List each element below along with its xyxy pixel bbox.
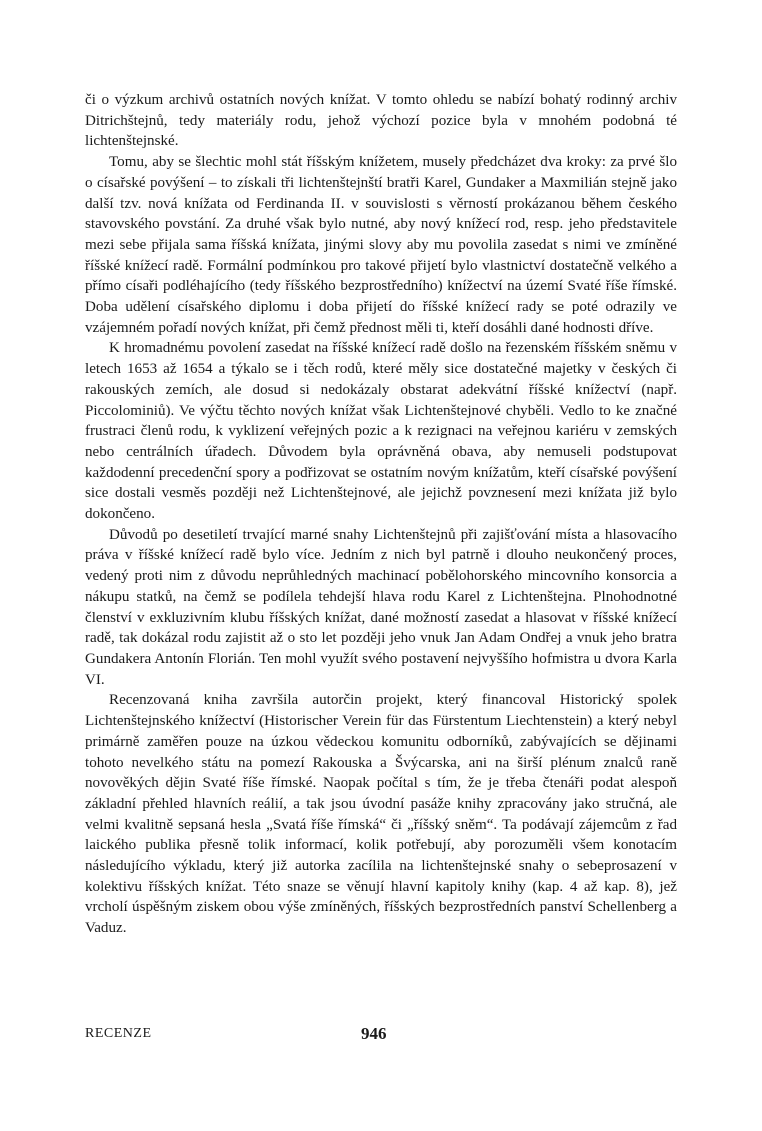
paragraph-1: či o výzkum archivů ostatních nových knížat. V tomto ohledu se nabízí bohatý rodinný archiv Ditrichštejnů, tedy materiály rodu, jehož výchozí pozice byla v mnohém podobná té lichtenštejnské. <box>85 92 677 150</box>
paragraph-2: Tomu, aby se šlechtic mohl stát říšským knížetem, musely předcházet dva kroky: za prvé šlo o císařské povýšení – to získali tři lichtenštejnští bratři Karel, Gundaker a Maxmilián stejně jako další tzv. nová knížata od Ferdinanda II. v souvislosti s věrností prokázanou během českého stavovského povstání. Za druhé však bylo nutné, aby nový knížecí rod, resp. jeho představitele mezi sebe přijala sama říšská knížata, jinými slovy aby mu povolila zasedat s nimi ve zmíněné říšské knížecí radě. Formální podmínkou pro takové přijetí bylo vlastnictví dostatečně velkého a přímo císaři podléhajícího (tedy říšského bezprostředního) knížectví na území Svaté říše římské. Doba udělení císařského diplomu i doba přijetí do říšské knížecí rady se poté odrazily ve vzájemném pořadí nových knížat, při čemž přednost měli ti, kteří dosáhli dané hodnosti dříve. <box>85 154 677 336</box>
section-label: RECENZE <box>85 1026 152 1041</box>
body-text <box>85 90 677 939</box>
page-number: 946 <box>361 1024 387 1043</box>
paragraph-5: Recenzovaná kniha završila autorčin projekt, který financoval Historický spolek Lichtenštejnského knížectví (Historischer Verein für das Fürstentum Liechtenstein) a který nebyl primárně zaměřen pouze na úzkou vědeckou komunitu odborníků, zabývajících se dějinami tohoto nevelkého státu na pomezí Rakouska a Švýcarska, ani na širší plénum znalců raně novověkých dějin Svaté říše římské. Naopak počítal s tím, že je třeba čtenáři podat alespoň základní přehled hlavních reálií, a tak jsou úvodní pasáže knihy zpracovány jako stručná, ale velmi kvalitně sepsaná hesla „Svatá říše římská“ či „říšský sněm“. Ta podávají zájemcům z řad laického publika přesně tolik informací, kolik potřebují, aby porozuměli všem konotacím následujícího výkladu, který již autorka zacílila na lichtenštejnské snahy o sebeprosazení v kolektivu říšských knížat. Této snaze se věnují hlavní kapitoly knihy (kap. 4 až kap. 8), jež vrcholí úspěšným ziskem obou výše zmíněných, říšských bezprostředních panství Schellenberg a Vaduz. <box>85 692 677 937</box>
paragraph-4: Důvodů po desetiletí trvající marné snahy Lichtenštejnů při zajišťování místa a hlasovacího práva v říšské knížecí radě bylo více. Jedním z nich byl patrně i dlouho neukončený proces, vedený proti nim z důvodu neprůhledných machinací pobělohorského mincovního konsorcia a nákupu statků, na čemž se podílela tehdejší hlava rodu Karel z Lichtenštejna. Plnohodnotné členství v exkluzivním klubu říšských knížat, dané možností zasedat a hlasovat v říšské knížecí radě, tak dokázal rodu zajistit až o sto let později jeho vnuk Jan Adam Ondřej a vnuk jeho bratra Gundakera Antonín Florián. Ten mohl využít svého postavení nejvyššího hofmistra u dvora Karla VI. <box>85 526 677 688</box>
paragraph-3: K hromadnému povolení zasedat na říšské knížecí radě došlo na řezenském říšském sněmu v letech 1653 až 1654 a týkalo se i těch rodů, které měly sice dostatečné majetky v českých či rakouských zemích, ale dosud si nedokázaly obstarat adekvátní říšské knížectví (např. Piccolominiů). Ve výčtu těchto nových knížat však Lichtenštejnové chyběli. Vedlo to ke značné frustraci členů rodu, k vyklizení veřejných pozic a k rezignaci na veřejnou kariéru v zemských nebo centrálních úřadech. Důvodem byla oprávněná obava, aby nemuseli podstupovat každodenní precedenční spory a podřizovat se ostatním novým knížatům, kteří císařské povýšení sice dostali vesměs později než Lichtenštejnové, ale jejichž povznesení mezi knížata již bylo dokončeno. <box>85 340 677 523</box>
